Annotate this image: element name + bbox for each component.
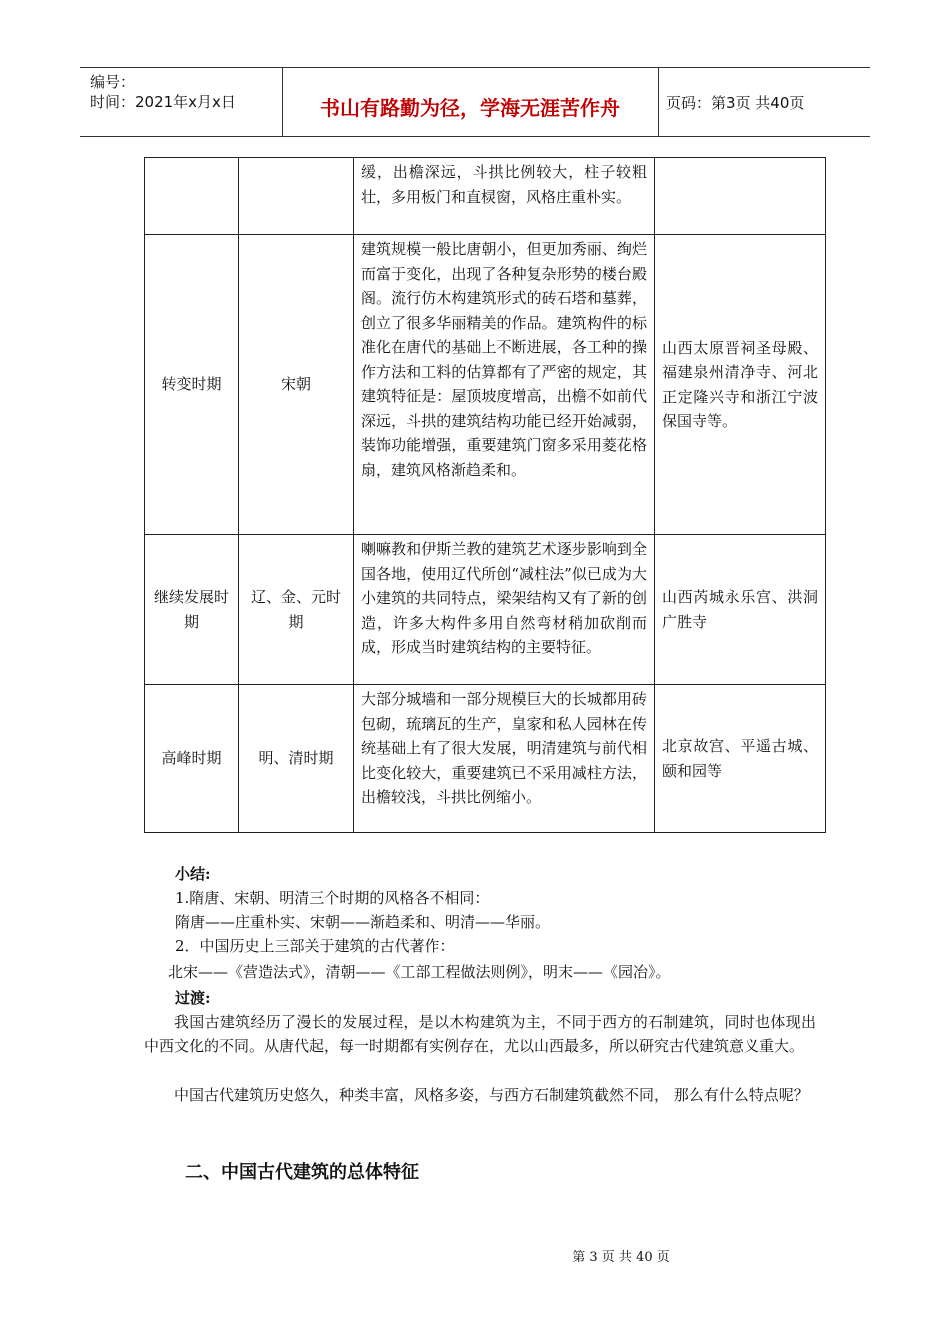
summary-point-2: 2．中国历史上三部关于建筑的古代著作： [175, 937, 455, 955]
section-title: 二、中国古代建筑的总体特征 [185, 1162, 419, 1183]
table-row [145, 535, 826, 685]
time-label: 时间：2021年x月x日 [90, 93, 236, 111]
page-code: 页码：第3页 共40页 [666, 94, 805, 112]
examples-cell [655, 158, 826, 235]
page-footer: 第 3 页 共 40 页 [572, 1250, 670, 1265]
dynasty-cell: 辽、金、元时期 [239, 535, 354, 685]
header-motto: 书山有路勤为径，学海无涯苦作舟 [320, 96, 620, 120]
dynasty-cell: 明、清时期 [239, 685, 354, 833]
header-divider [658, 68, 659, 136]
page-header [80, 67, 870, 137]
transition-heading: 过渡: [175, 989, 211, 1007]
dynasty-cell [239, 158, 354, 235]
period-cell: 高峰时期 [145, 685, 239, 833]
summary-point-1: 1.隋唐、宋朝、明清三个时期的风格各不相同： [175, 889, 490, 907]
table-row [145, 235, 826, 535]
table-row [145, 685, 826, 833]
examples-cell: 山西太原晋祠圣母殿、福建泉州清净寺、河北正定隆兴寺和浙江宁波保国寺等。 [655, 235, 826, 535]
summary-point-1-detail: 隋唐——庄重朴实、宋朝——渐趋柔和、明清——华丽。 [175, 913, 551, 931]
description-cell: 喇嘛教和伊斯兰教的建筑艺术逐步影响到全国各地，使用辽代所创“减柱法”似已成为大小建筑的共同特点，梁架结构又有了新的创造，许多大构件多用自然弯材稍加砍削而成，形成当时建筑结构的主要特征。 [354, 535, 655, 685]
description-cell: 缓，出檐深远，斗拱比例较大，柱子较粗壮，多用板门和直棂窗，风格庄重朴实。 [354, 158, 655, 235]
table-row [145, 158, 826, 235]
number-label: 编号： [90, 73, 136, 91]
transition-paragraph: 我国古建筑经历了漫长的发展过程，是以木构建筑为主，不同于西方的石制建筑，同时也体现出中西文化的不同。从唐代起，每一时期都有实例存在，尤以山西最多，所以研究古代建筑意义重大。 [144, 1013, 816, 1055]
description-cell: 建筑规模一般比唐朝小，但更加秀丽、绚烂而富于变化，出现了各种复杂形势的楼台殿阁。流行仿木构建筑形式的砖石塔和墓葬，创立了很多华丽精美的作品。建筑构件的标准化在唐代的基础上不断进展，各工种的操作方法和工料的估算都有了严密的规定，其建筑特征是：屋顶坡度增高，出檐不如前代深远，斗拱的建筑结构功能已经开始减弱，装饰功能增强，重要建筑门窗多采用菱花格扇，建筑风格渐趋柔和。 [354, 235, 655, 535]
header-meta [90, 72, 280, 112]
summary-point-2-detail: 北宋——《营造法式》，清朝——《工部工程做法则例》，明末——《园冶》。 [168, 963, 671, 981]
summary-heading: 小结: [175, 865, 211, 883]
period-cell [145, 158, 239, 235]
architecture-periods-table [144, 157, 826, 833]
examples-cell: 北京故宫、平遥古城、颐和园等 [655, 685, 826, 833]
dynasty-cell: 宋朝 [239, 235, 354, 535]
description-cell: 大部分城墙和一部分规模巨大的长城都用砖包砌，琉璃瓦的生产，皇家和私人园林在传统基础上有了很大发展，明清建筑与前代相比变化较大，重要建筑已不采用减柱方法，出檐较浅，斗拱比例缩小。 [354, 685, 655, 833]
period-cell: 转变时期 [145, 235, 239, 535]
transition-paragraph: 中国古代建筑历史悠久，种类丰富，风格多姿，与西方石制建筑截然不同， 那么有什么特点呢？ [174, 1086, 809, 1104]
period-cell: 继续发展时期 [145, 535, 239, 685]
examples-cell: 山西芮城永乐宫、洪洞广胜寺 [655, 535, 826, 685]
